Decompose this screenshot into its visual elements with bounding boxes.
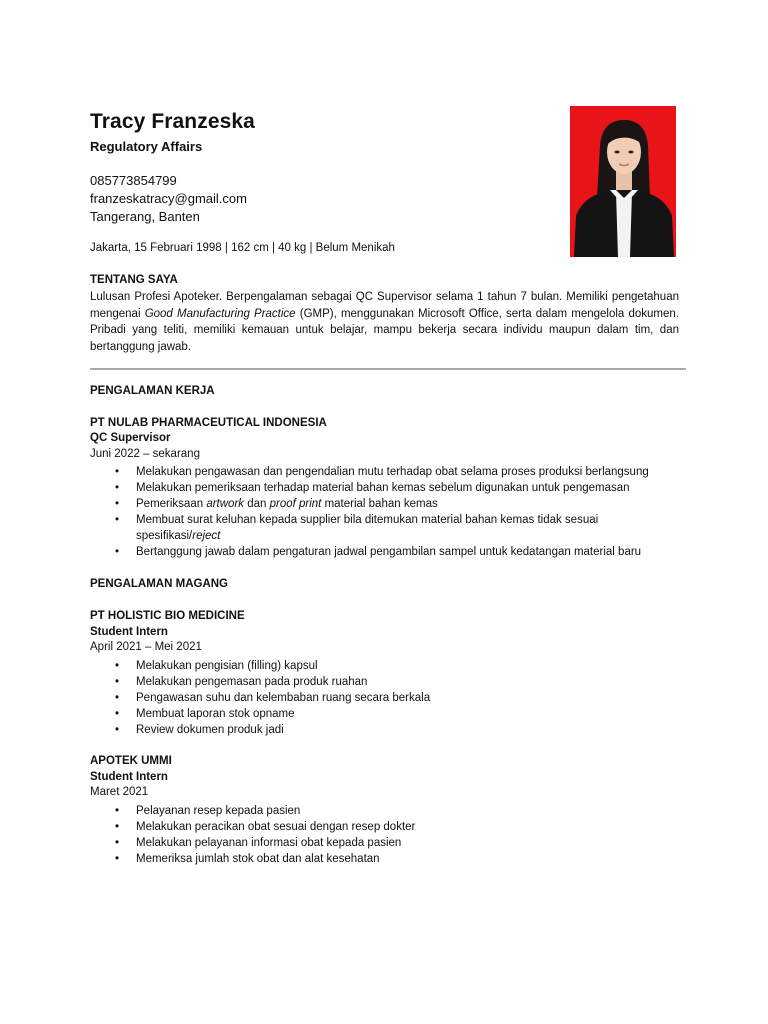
work-company: PT NULAB PHARMACEUTICAL INDONESIA (90, 417, 327, 429)
list-item: • Melakukan pelayanan informasi obat kepada pasien (115, 837, 402, 849)
about-text: Lulusan Profesi Apoteker. Berpengalaman sebagai QC Supervisor selama 1 tahun 7 bulan. Memiliki pengetahuan mengenai Good Manufacturing Practice (GMP), menggunakan Microsoft Office, serta dalam mengelola dokumen. Pribadi yang teliti, memiliki kemauan untuk belajar, mampu bekerja secara individu maupun dalam tim, dan bertanggung jawab. (90, 291, 679, 353)
work-experience-heading: PENGALAMAN KERJA (90, 385, 215, 397)
work-duties-list (90, 464, 660, 560)
section-divider (90, 368, 686, 370)
profile-photo (570, 106, 676, 257)
list-item: • Bertanggung jawab dalam pengaturan jadwal pengambilan sampel untuk kedatangan material baru (115, 546, 642, 558)
list-item: • Melakukan pengemasan pada produk ruahan (115, 676, 368, 688)
list-item: • Membuat laporan stok opname (115, 708, 295, 720)
intern-duties-list-2 (90, 803, 660, 867)
phone-number: 085773854799 (90, 173, 177, 188)
list-item: • Review dokumen produk jadi (115, 724, 284, 736)
list-item: • Pelayanan resep kepada pasien (115, 805, 301, 817)
list-item: • Melakukan peracikan obat sesuai dengan resep dokter (115, 821, 416, 833)
intern-duties-list-1 (90, 658, 660, 738)
email-address: franzeskatracy@gmail.com (90, 191, 247, 206)
list-item: • Pengawasan suhu dan kelembaban ruang secara berkala (115, 692, 431, 704)
list-item: • Membuat surat keluhan kepada supplier bila ditemukan material bahan kemas tidak sesuai spesifikasi/reject (115, 514, 599, 542)
contact-info (90, 172, 247, 226)
about-heading: TENTANG SAYA (90, 274, 178, 286)
list-item: • Pemeriksaan artwork dan proof print material bahan kemas (115, 498, 438, 510)
intern-period-2: Maret 2021 (90, 786, 149, 798)
personal-details: Jakarta, 15 Februari 1998 | 162 cm | 40 kg | Belum Menikah (90, 242, 395, 254)
list-item: • Memeriksa jumlah stok obat dan alat kesehatan (115, 853, 380, 865)
internship-heading: PENGALAMAN MAGANG (90, 578, 228, 590)
intern-period-1: April 2021 – Mei 2021 (90, 641, 202, 653)
intern-company-1: PT HOLISTIC BIO MEDICINE (90, 610, 245, 622)
work-period: Juni 2022 – sekarang (90, 448, 200, 460)
work-position: QC Supervisor (90, 432, 171, 444)
candidate-role: Regulatory Affairs (90, 139, 203, 154)
intern-position-1: Student Intern (90, 626, 168, 638)
portrait-illustration (570, 106, 676, 257)
candidate-name: Tracy Franzeska (90, 110, 255, 133)
intern-position-2: Student Intern (90, 771, 168, 783)
location: Tangerang, Banten (90, 209, 200, 224)
list-item: • Melakukan pengisian (filling) kapsul (115, 660, 318, 672)
intern-company-2: APOTEK UMMI (90, 755, 172, 767)
list-item: • Melakukan pengawasan dan pengendalian mutu terhadap obat selama proses produksi berlangsung (115, 466, 649, 478)
list-item: • Melakukan pemeriksaan terhadap material bahan kemas sebelum digunakan untuk pengemasan (115, 482, 630, 494)
